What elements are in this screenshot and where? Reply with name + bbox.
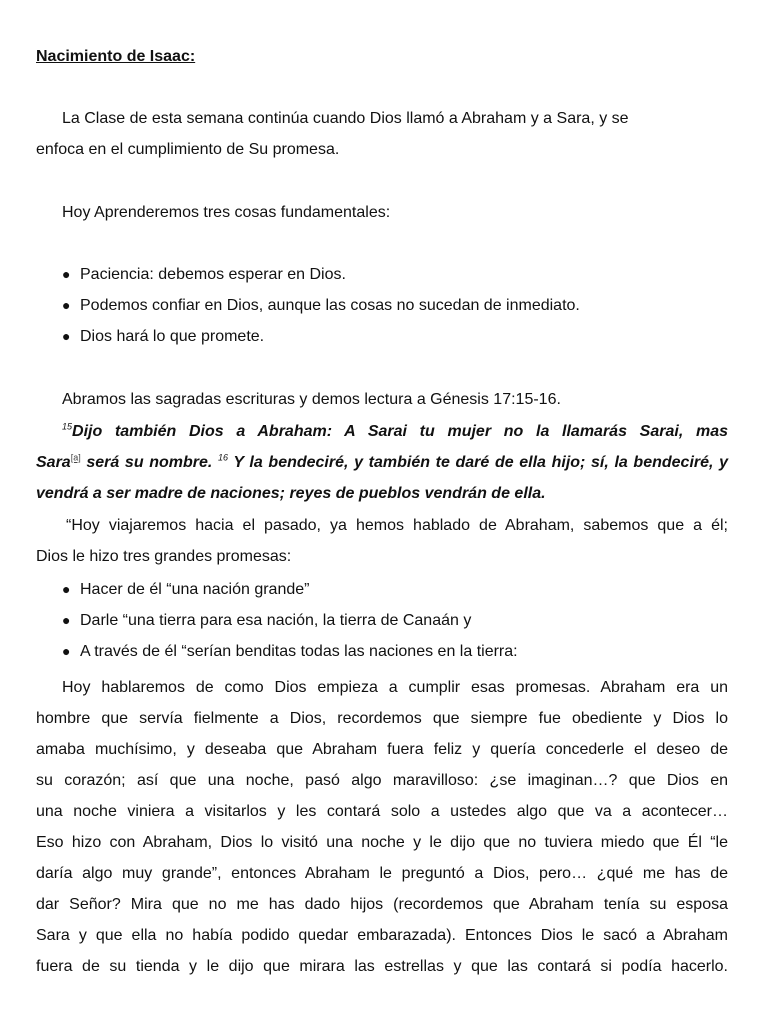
story-line: Sara y que ella no había podido quedar embarazada). Entonces Dios le sacó a Abraham [36,927,728,944]
story-line: su corazón; así que una noche, pasó algo maravilloso: ¿se imaginan…? que Dios en [36,772,728,789]
list-item: ● Darle “una tierra para esa nación, la tierra de Canaán y [60,605,518,636]
verse-number-15: 15 [62,421,73,432]
reading-intro [36,384,728,415]
bullet-icon: ● [62,266,71,282]
travel-line-1: “Hoy viajaremos hacia el pasado, ya hemos hablado de Abraham, sabemos que a él; [66,517,728,534]
travel-line-2: Dios le hizo tres grandes promesas: [36,548,292,565]
learn-heading [36,197,728,228]
story-line: amaba muchísimo, y deseaba que Abraham fuera feliz y quería concederle el deseo de [36,741,728,758]
verse-line-1: $^{15}$Dijo también Dios a Abraham: A Sarai tu mujer no la llamarás Sarai, mas [62,421,728,440]
bullet-icon: ● [62,581,71,597]
bullet-icon: ● [62,643,71,659]
intro-line-2: enfoca en el cumplimiento de Su promesa. [36,141,340,158]
document-title: Nacimiento de Isaac: [36,48,196,65]
story-line: daría algo muy grande”, entonces Abraham le preguntó a Dios, pero… ¿qué me has de [36,865,728,882]
verse-line-2: Sara[a] será su nombre. $^{16}$ Y la bendeciré, y también te daré de ella hijo; sí, la bendeciré, y [36,452,729,471]
learn-points-list [60,259,580,352]
verse-block [36,416,728,509]
list-item: ● A través de él “serían benditas todas las naciones en la tierra: [60,636,518,667]
list-item: ● Paciencia: debemos esperar en Dios. [60,259,580,290]
bullet-icon: ● [62,612,71,628]
list-item: ● Podemos confiar en Dios, aunque las cosas no sucedan de inmediato. [60,290,580,321]
verse-line-3: vendrá a ser madre de naciones; reyes de pueblos vendrán de ella. [36,485,546,502]
bullet-icon: ● [62,328,71,344]
learn-heading-text: Hoy Aprenderemos tres cosas fundamentales: [62,204,391,221]
story-line: una noche viniera a visitarlos y les contará solo a ustedes algo que va a acontecer… [36,803,728,820]
story-line: dar Señor? Mira que no me has dado hijos (recordemos que Abraham tenía su esposa [36,896,728,913]
story-line: Eso hizo con Abraham, Dios lo visitó una noche y le dijo que no tuviera miedo que Él “le [36,834,728,851]
intro-paragraph [36,103,728,165]
story-line: Hoy hablaremos de como Dios empieza a cumplir esas promesas. Abraham era un [62,679,728,696]
story-line: fuera de su tienda y le dijo que mirara las estrellas y que las contará si podía hacerlo. [36,958,728,975]
travel-paragraph [36,510,728,572]
bullet-icon: ● [62,297,71,313]
list-item: ● Hacer de él “una nación grande” [60,574,518,605]
story-line: hombre que servía fielmente a Dios, recordemos que siempre fue obediente y Dios lo [36,710,728,727]
verse-number-16: 16 [218,452,229,463]
story-paragraph [36,672,728,982]
intro-line-1: La Clase de esta semana continúa cuando Dios llamó a Abraham y a Sara, y se [62,110,629,127]
promises-list [60,574,518,667]
footnote-link[interactable]: [a] [70,452,81,463]
reading-intro-text: Abramos las sagradas escrituras y demos lectura a Génesis 17:15-16. [62,391,561,408]
list-item: ● Dios hará lo que promete. [60,321,580,352]
